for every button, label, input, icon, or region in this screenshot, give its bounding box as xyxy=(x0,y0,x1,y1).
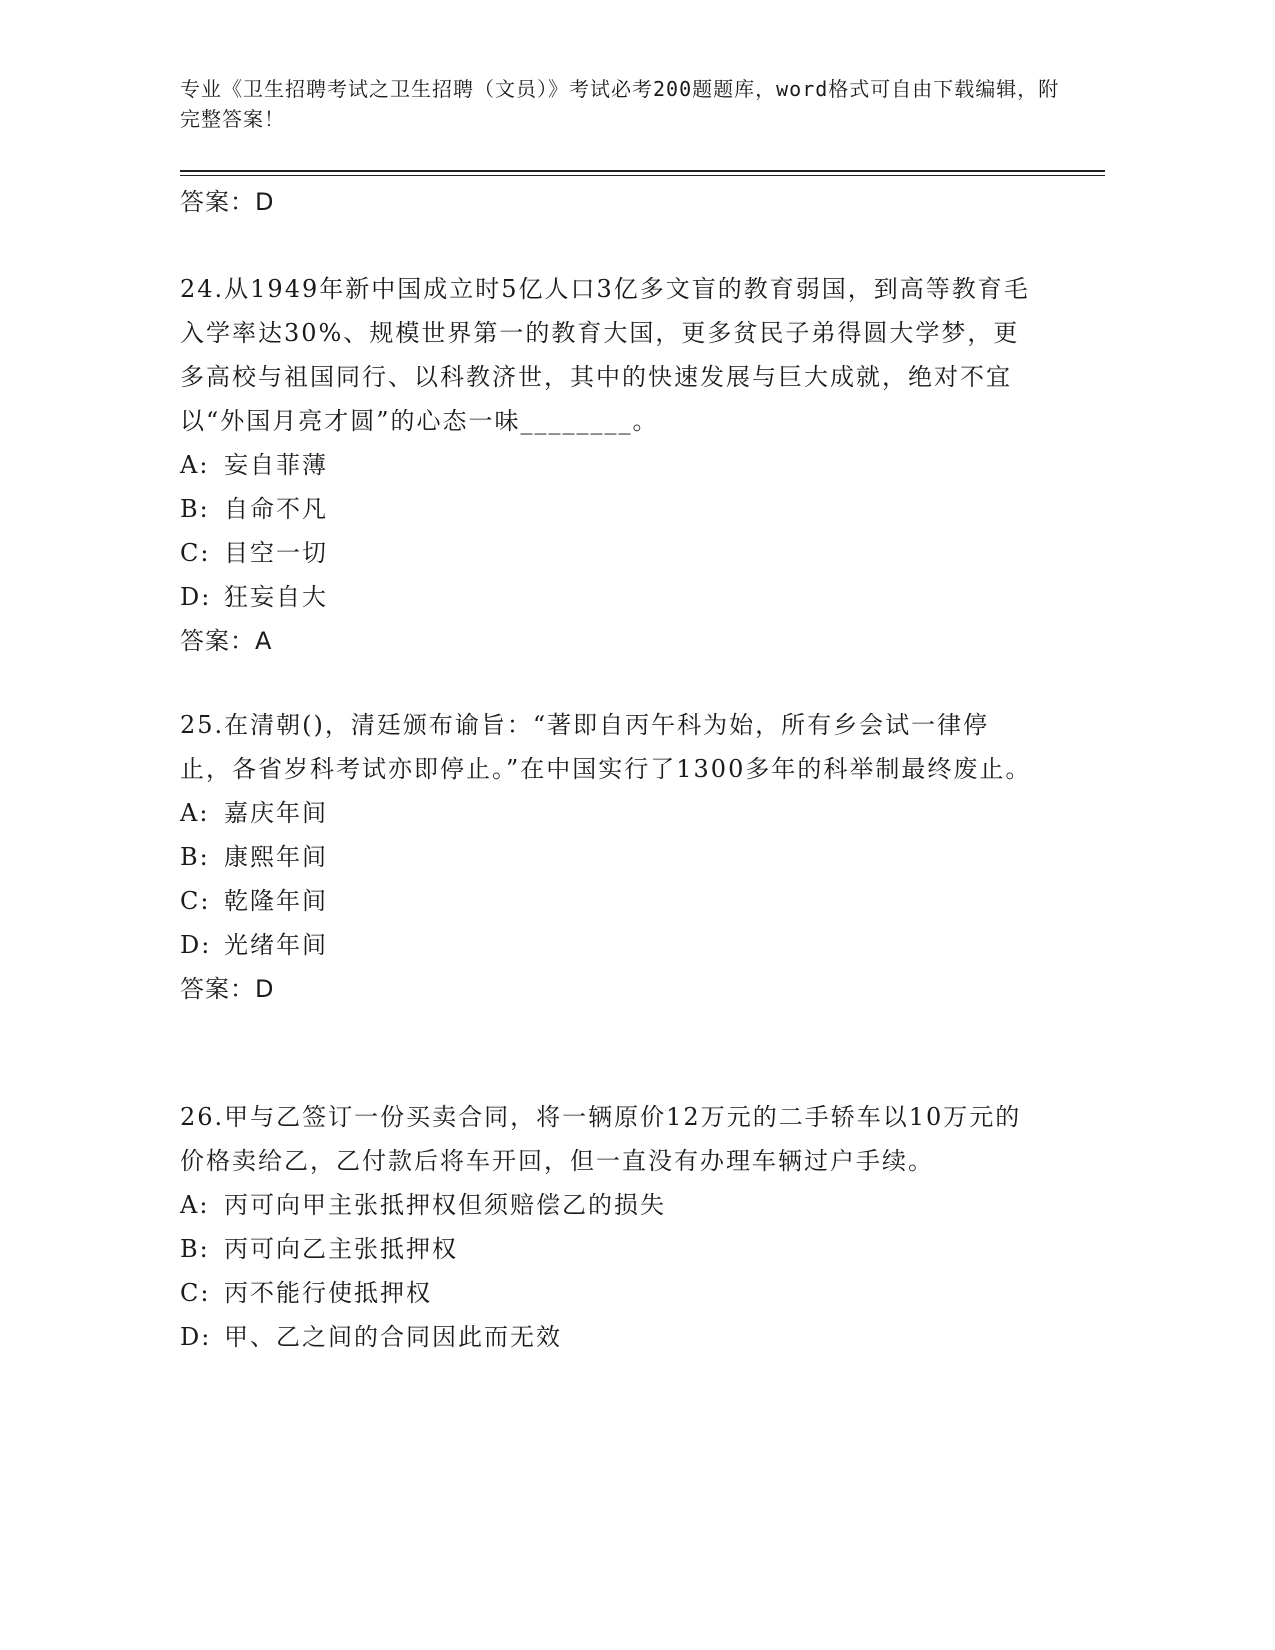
option-a xyxy=(180,1183,1040,1227)
option-key: B: xyxy=(180,1235,210,1263)
document-header: 专业《卫生招聘考试之卫生招聘（文员）》考试必考200题题库，word格式可自由下载编辑，附完整答案！ xyxy=(180,77,1060,131)
option-text: 狂妄自大 xyxy=(224,583,328,611)
option-key: D: xyxy=(180,583,212,611)
option-text: 目空一切 xyxy=(224,539,328,567)
answer-line: 答案：A xyxy=(180,627,273,655)
option-text: 妄自菲薄 xyxy=(224,451,328,479)
option-key: B: xyxy=(180,843,210,871)
question-25 xyxy=(180,703,1040,1011)
option-key: A: xyxy=(180,451,210,479)
option-text: 嘉庆年间 xyxy=(224,799,328,827)
option-key: B: xyxy=(180,495,210,523)
question-stem: 25.在清朝()，清廷颁布谕旨：“著即自丙午科为始，所有乡会试一律停止，各省岁科考试亦即停止。”在中国实行了1300多年的科举制最终废止。 xyxy=(180,711,1032,783)
option-d xyxy=(180,1315,1040,1359)
previous-answer xyxy=(180,180,1040,224)
option-text: 康熙年间 xyxy=(224,843,328,871)
option-key: D: xyxy=(180,931,212,959)
question-24 xyxy=(180,267,1040,663)
header-divider xyxy=(180,170,1105,172)
option-text: 光绪年间 xyxy=(224,931,328,959)
option-d xyxy=(180,575,1040,619)
answer-line: 答案：D xyxy=(180,975,275,1003)
option-key: C: xyxy=(180,1279,211,1307)
option-c xyxy=(180,531,1040,575)
option-a xyxy=(180,443,1040,487)
option-b xyxy=(180,835,1040,879)
answer-line: 答案：D xyxy=(180,188,275,216)
option-key: C: xyxy=(180,887,211,915)
option-text: 丙不能行使抵押权 xyxy=(224,1279,432,1307)
option-a xyxy=(180,791,1040,835)
option-text: 乾隆年间 xyxy=(224,887,328,915)
option-b xyxy=(180,487,1040,531)
option-key: A: xyxy=(180,799,210,827)
option-c xyxy=(180,1271,1040,1315)
question-26 xyxy=(180,1095,1040,1359)
option-text: 丙可向甲主张抵押权但须赔偿乙的损失 xyxy=(224,1191,666,1219)
header-divider-thin xyxy=(180,175,1105,176)
option-d xyxy=(180,923,1040,967)
option-b xyxy=(180,1227,1040,1271)
option-c xyxy=(180,879,1040,923)
option-text: 自命不凡 xyxy=(224,495,328,523)
question-stem: 24.从1949年新中国成立时5亿人口3亿多文盲的教育弱国，到高等教育毛入学率达30%、规模世界第一的教育大国，更多贫民子弟得圆大学梦，更多高校与祖国同行、以科教济世，其中的快速发展与巨大成就，绝对不宜以“外国月亮才圆”的心态一味________。 xyxy=(180,275,1030,435)
question-stem: 26.甲与乙签订一份买卖合同，将一辆原价12万元的二手轿车以10万元的价格卖给乙，乙付款后将车开回，但一直没有办理车辆过户手续。 xyxy=(180,1103,1022,1175)
option-text: 甲、乙之间的合同因此而无效 xyxy=(224,1323,562,1351)
option-key: C: xyxy=(180,539,211,567)
option-text: 丙可向乙主张抵押权 xyxy=(224,1235,458,1263)
option-key: A: xyxy=(180,1191,210,1219)
option-key: D: xyxy=(180,1323,212,1351)
